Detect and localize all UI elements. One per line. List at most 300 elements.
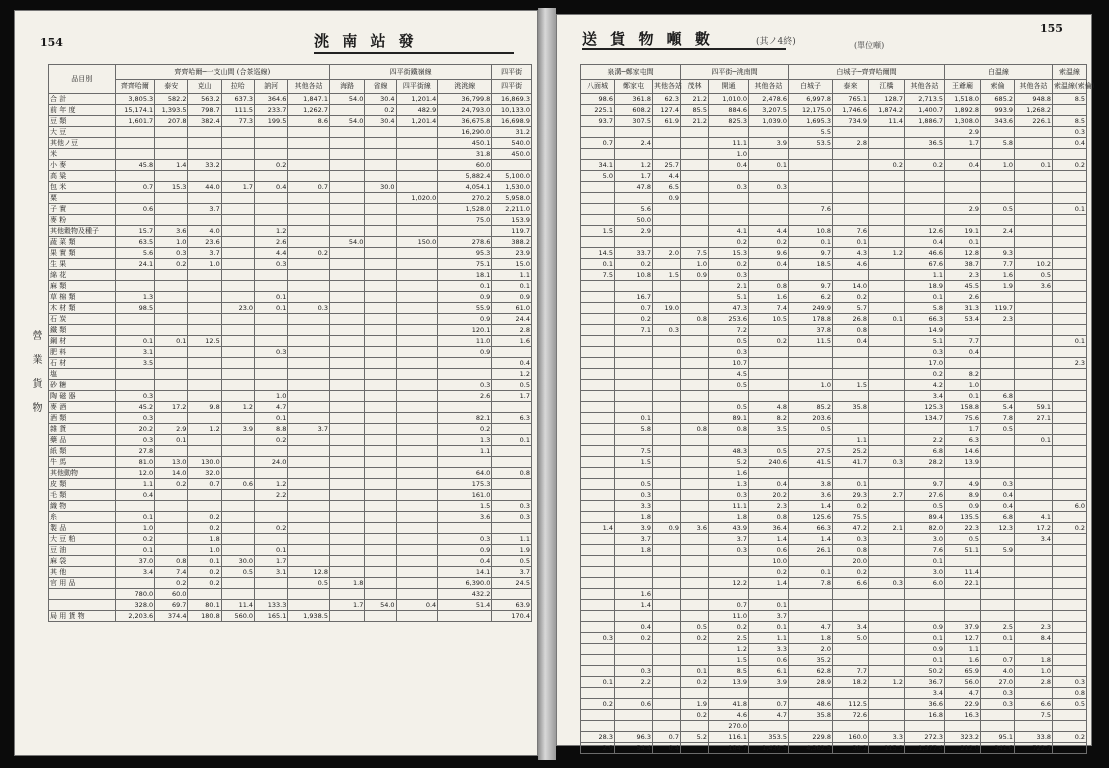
table-cell: [365, 534, 396, 545]
column-header: 海路: [329, 80, 364, 94]
table-cell: 0.5: [681, 622, 709, 633]
table-cell: [581, 666, 615, 677]
table-cell: 364.6: [255, 94, 288, 105]
row-label: 其他穀物及種子: [49, 226, 116, 237]
table-cell: 3.9: [221, 424, 254, 435]
table-cell: 3.4: [905, 688, 945, 699]
table-row: [581, 721, 1087, 732]
table-cell: 33.8: [1015, 732, 1053, 743]
table-row: [49, 391, 532, 402]
table-cell: [221, 446, 254, 457]
column-header: 其他各站: [749, 80, 789, 94]
table-cell: [288, 512, 330, 523]
table-cell: [869, 402, 905, 413]
table-cell: 1,892.8: [945, 105, 981, 116]
table-cell: 212.0: [945, 743, 981, 754]
table-row: [49, 589, 532, 600]
table-cell: [115, 270, 155, 281]
table-cell: [365, 391, 396, 402]
table-cell: 0.8: [492, 468, 532, 479]
table-cell: [833, 655, 869, 666]
table-cell: [115, 369, 155, 380]
table-cell: 54.0: [365, 600, 396, 611]
table-cell: [221, 292, 254, 303]
table-cell: 3.7: [188, 204, 221, 215]
table-cell: [155, 358, 188, 369]
table-cell: 44.0: [188, 182, 221, 193]
table-cell: [396, 226, 438, 237]
table-row: [49, 534, 532, 545]
table-cell: 41.5: [789, 457, 833, 468]
table-cell: [615, 578, 653, 589]
table-cell: 0.3: [115, 413, 155, 424]
table-cell: [1015, 589, 1053, 600]
table-cell: 1.2: [869, 248, 905, 259]
table-cell: [221, 127, 254, 138]
table-cell: [833, 369, 869, 380]
table-cell: 64.0: [438, 468, 492, 479]
table-cell: 225.1: [581, 105, 615, 116]
table-cell: 323.2: [945, 732, 981, 743]
table-cell: 482.9: [396, 105, 438, 116]
table-cell: 5.0: [833, 633, 869, 644]
table-cell: [1053, 281, 1087, 292]
table-row: [581, 534, 1087, 545]
table-cell: 10.8: [615, 270, 653, 281]
table-row: [49, 490, 532, 501]
table-cell: [681, 490, 709, 501]
table-cell: [615, 237, 653, 248]
table-cell: 175.3: [438, 479, 492, 490]
book-spine: [538, 8, 556, 760]
table-cell: [653, 127, 681, 138]
table-cell: [981, 446, 1015, 457]
table-cell: [188, 171, 221, 182]
table-cell: [1015, 380, 1053, 391]
table-cell: 0.1: [905, 633, 945, 644]
right-header-underline: [582, 48, 786, 50]
table-cell: [115, 281, 155, 292]
column-header: 王爺廟: [945, 80, 981, 94]
table-cell: [653, 457, 681, 468]
table-cell: 16.8: [905, 710, 945, 721]
table-cell: 1,874.2: [869, 105, 905, 116]
table-cell: 9.6: [749, 248, 789, 259]
table-cell: [115, 193, 155, 204]
table-cell: 1.6: [709, 468, 749, 479]
table-cell: [288, 325, 330, 336]
table-row: [581, 655, 1087, 666]
table-row: [49, 435, 532, 446]
table-cell: [365, 138, 396, 149]
table-cell: 85.5: [681, 105, 709, 116]
table-cell: 0.9: [653, 193, 681, 204]
table-cell: [1053, 710, 1087, 721]
table-cell: 3.7: [492, 567, 532, 578]
table-cell: [681, 512, 709, 523]
row-label: 鋼 材: [49, 336, 116, 347]
group-header: 索温線: [1053, 65, 1087, 80]
table-cell: [438, 523, 492, 534]
table-cell: 0.5: [749, 446, 789, 457]
table-cell: [869, 710, 905, 721]
table-cell: 1.2: [255, 479, 288, 490]
table-cell: 1.5: [653, 270, 681, 281]
table-cell: [789, 435, 833, 446]
table-cell: [221, 270, 254, 281]
table-cell: [396, 424, 438, 435]
right-page-number: 155: [1040, 22, 1063, 35]
table-cell: [653, 578, 681, 589]
table-row: [581, 270, 1087, 281]
left-header-underline: [314, 52, 514, 54]
table-cell: 0.5: [492, 556, 532, 567]
table-cell: [615, 710, 653, 721]
table-cell: 1.1: [492, 270, 532, 281]
table-cell: [833, 358, 869, 369]
table-cell: 3.6: [438, 512, 492, 523]
table-cell: 50.0: [615, 215, 653, 226]
table-cell: 53.5: [789, 138, 833, 149]
table-cell: [653, 336, 681, 347]
table-cell: [1053, 512, 1087, 523]
table-cell: [365, 556, 396, 567]
table-cell: [492, 479, 532, 490]
table-cell: 63.5: [115, 237, 155, 248]
table-cell: [581, 325, 615, 336]
table-cell: [288, 435, 330, 446]
table-cell: 12.3: [981, 523, 1015, 534]
table-cell: 36,675.8: [438, 116, 492, 127]
table-cell: [905, 721, 945, 732]
table-row: [49, 325, 532, 336]
table-cell: [981, 369, 1015, 380]
group-header: 四平街: [492, 65, 532, 80]
table-cell: 15.3: [155, 182, 188, 193]
table-cell: [396, 556, 438, 567]
table-cell: [869, 534, 905, 545]
table-cell: 54.0: [329, 116, 364, 127]
table-cell: 150.0: [396, 237, 438, 248]
table-cell: 1.0: [1015, 666, 1053, 677]
table-cell: 0.5: [905, 501, 945, 512]
table-row: [581, 644, 1087, 655]
table-cell: [981, 215, 1015, 226]
table-cell: [869, 501, 905, 512]
table-cell: 0.6: [221, 479, 254, 490]
table-row: [581, 556, 1087, 567]
table-cell: [833, 204, 869, 215]
table-cell: 5.1: [709, 292, 749, 303]
table-cell: 734.9: [833, 116, 869, 127]
table-cell: 120.1: [438, 325, 492, 336]
table-cell: 17.0: [905, 358, 945, 369]
table-row: [49, 512, 532, 523]
table-row: [581, 446, 1087, 457]
table-cell: [329, 589, 364, 600]
table-cell: [981, 193, 1015, 204]
table-row: [581, 501, 1087, 512]
table-cell: 178.8: [789, 314, 833, 325]
table-cell: [789, 369, 833, 380]
table-cell: [581, 215, 615, 226]
table-cell: [905, 149, 945, 160]
table-cell: 1.4: [155, 160, 188, 171]
table-cell: [396, 171, 438, 182]
table-cell: 24.1: [115, 259, 155, 270]
table-cell: [581, 347, 615, 358]
table-cell: [396, 138, 438, 149]
column-header: 拉哈: [221, 80, 254, 94]
row-label: 粟: [49, 193, 116, 204]
table-cell: [255, 589, 288, 600]
table-cell: [255, 215, 288, 226]
table-cell: [749, 325, 789, 336]
table-cell: 8.4: [1015, 633, 1053, 644]
table-cell: 20.0: [833, 556, 869, 567]
table-cell: [396, 215, 438, 226]
table-cell: [221, 534, 254, 545]
table-cell: [581, 567, 615, 578]
table-cell: 24,793.0: [438, 105, 492, 116]
table-cell: [905, 215, 945, 226]
table-cell: [789, 391, 833, 402]
table-cell: 85.2: [789, 402, 833, 413]
column-header: 四平街線: [396, 80, 438, 94]
table-cell: [221, 248, 254, 259]
table-cell: 0.3: [709, 182, 749, 193]
table-cell: 0.2: [749, 336, 789, 347]
table-cell: 1,518.0: [945, 94, 981, 105]
table-cell: 948.8: [1015, 94, 1053, 105]
table-cell: [833, 413, 869, 424]
table-cell: 722.7: [1015, 743, 1053, 754]
table-cell: 1.5: [438, 501, 492, 512]
table-cell: [615, 391, 653, 402]
table-cell: 6.5: [653, 182, 681, 193]
table-cell: [1015, 292, 1053, 303]
table-cell: [221, 380, 254, 391]
table-row: [581, 600, 1087, 611]
table-cell: [288, 534, 330, 545]
table-cell: [653, 446, 681, 457]
table-cell: 3.4: [115, 567, 155, 578]
table-cell: [869, 545, 905, 556]
table-row: [49, 303, 532, 314]
table-cell: 0.6: [615, 699, 653, 710]
table-cell: [288, 402, 330, 413]
table-cell: [789, 193, 833, 204]
column-header: 品目別: [49, 65, 116, 94]
table-cell: [833, 468, 869, 479]
table-cell: 12,175.0: [789, 105, 833, 116]
table-row: [49, 336, 532, 347]
table-cell: [653, 677, 681, 688]
table-cell: 34.1: [581, 160, 615, 171]
table-cell: [1053, 259, 1087, 270]
column-header: 索温線(索倫): [1053, 80, 1087, 94]
table-cell: 0.7: [115, 182, 155, 193]
table-cell: 12.2: [709, 578, 749, 589]
table-cell: [581, 391, 615, 402]
table-cell: 0.2: [255, 435, 288, 446]
table-cell: [581, 600, 615, 611]
row-label: 豆 油: [49, 545, 116, 556]
table-cell: [288, 457, 330, 468]
table-cell: 0.1: [1015, 160, 1053, 171]
table-cell: 5.8: [905, 303, 945, 314]
column-header: 八面城: [581, 80, 615, 94]
table-cell: [905, 171, 945, 182]
table-cell: [1015, 226, 1053, 237]
table-cell: 0.4: [945, 347, 981, 358]
table-cell: 47.2: [833, 523, 869, 534]
table-cell: [869, 237, 905, 248]
table-row: [49, 479, 532, 490]
table-cell: [653, 512, 681, 523]
table-cell: 1.0: [115, 523, 155, 534]
table-cell: 28.2: [905, 457, 945, 468]
table-cell: 116.1: [709, 732, 749, 743]
table-row: [49, 446, 532, 457]
table-cell: [288, 138, 330, 149]
table-cell: 2.8: [1015, 677, 1053, 688]
table-cell: 3.4: [833, 622, 869, 633]
table-row: [581, 677, 1087, 688]
table-cell: 16,698.9: [492, 116, 532, 127]
table-cell: 1.2: [615, 160, 653, 171]
row-label: 小 麥: [49, 160, 116, 171]
table-cell: 4.0: [981, 666, 1015, 677]
table-cell: [329, 160, 364, 171]
table-row: [49, 270, 532, 281]
table-cell: [749, 347, 789, 358]
table-cell: 1.8: [1015, 655, 1053, 666]
table-cell: 5.2: [709, 457, 749, 468]
table-cell: 24.4: [492, 314, 532, 325]
table-cell: 1.1: [945, 644, 981, 655]
table-cell: [653, 204, 681, 215]
table-cell: 1.7: [945, 424, 981, 435]
table-cell: [1015, 314, 1053, 325]
table-cell: [869, 666, 905, 677]
table-cell: [288, 369, 330, 380]
table-cell: [581, 237, 615, 248]
table-cell: [981, 182, 1015, 193]
table-cell: 1,886.7: [905, 116, 945, 127]
table-cell: 1.8: [709, 512, 749, 523]
table-cell: 1.9: [492, 545, 532, 556]
table-cell: [681, 149, 709, 160]
table-row: [581, 149, 1087, 160]
row-label: 麥 粉: [49, 215, 116, 226]
row-label: 糸: [49, 512, 116, 523]
table-cell: 0.7: [981, 655, 1015, 666]
table-cell: 7.2: [709, 325, 749, 336]
table-cell: [329, 259, 364, 270]
table-cell: [615, 468, 653, 479]
table-cell: [365, 479, 396, 490]
table-cell: [653, 237, 681, 248]
table-cell: 1.1: [749, 633, 789, 644]
column-header: 四平街: [492, 80, 532, 94]
row-label: 石 炭: [49, 314, 116, 325]
table-cell: [365, 501, 396, 512]
table-row: [581, 688, 1087, 699]
table-cell: 563.2: [188, 94, 221, 105]
table-cell: [581, 468, 615, 479]
table-cell: 0.3: [1053, 127, 1087, 138]
table-cell: 16.3: [945, 710, 981, 721]
table-cell: 26.1: [789, 545, 833, 556]
table-cell: [492, 457, 532, 468]
table-cell: 23.9: [492, 248, 532, 259]
table-cell: 0.3: [288, 303, 330, 314]
table-cell: [833, 182, 869, 193]
table-cell: 43.9: [709, 523, 749, 534]
table-cell: [945, 358, 981, 369]
table-cell: [653, 281, 681, 292]
table-cell: 0.2: [749, 237, 789, 248]
table-cell: 66.3: [905, 314, 945, 325]
table-cell: [869, 611, 905, 622]
table-cell: 11.1: [709, 501, 749, 512]
table-cell: 0.5: [709, 402, 749, 413]
table-cell: [155, 215, 188, 226]
table-cell: [221, 226, 254, 237]
table-cell: 8.2: [945, 369, 981, 380]
table-row: [49, 523, 532, 534]
table-cell: [581, 413, 615, 424]
left-header-title: 洮 南 站 發: [314, 32, 418, 50]
table-cell: 0.1: [255, 303, 288, 314]
table-cell: [115, 501, 155, 512]
table-cell: 27.0: [981, 677, 1015, 688]
table-cell: [945, 611, 981, 622]
table-cell: 2,478.6: [749, 94, 789, 105]
table-cell: 10.8: [789, 226, 833, 237]
table-cell: [869, 468, 905, 479]
table-cell: [1053, 457, 1087, 468]
table-cell: [155, 545, 188, 556]
table-row: [49, 127, 532, 138]
table-cell: [789, 358, 833, 369]
table-cell: [1015, 127, 1053, 138]
table-cell: [288, 336, 330, 347]
table-row: [49, 600, 532, 611]
table-cell: 0.3: [615, 666, 653, 677]
table-cell: [581, 578, 615, 589]
table-cell: 270.2: [438, 193, 492, 204]
table-cell: [1015, 303, 1053, 314]
table-cell: [288, 501, 330, 512]
table-cell: [438, 457, 492, 468]
table-cell: [365, 237, 396, 248]
table-row: [581, 171, 1087, 182]
table-cell: 20.2: [749, 490, 789, 501]
table-cell: 3.6: [1015, 281, 1053, 292]
table-cell: 89.4: [905, 512, 945, 523]
table-cell: [188, 193, 221, 204]
table-cell: [681, 204, 709, 215]
table-cell: [396, 336, 438, 347]
table-cell: [789, 611, 833, 622]
table-cell: [288, 490, 330, 501]
column-header: 其他各站: [1015, 80, 1053, 94]
table-cell: 2.2: [905, 435, 945, 446]
table-cell: [615, 721, 653, 732]
table-cell: [653, 259, 681, 270]
